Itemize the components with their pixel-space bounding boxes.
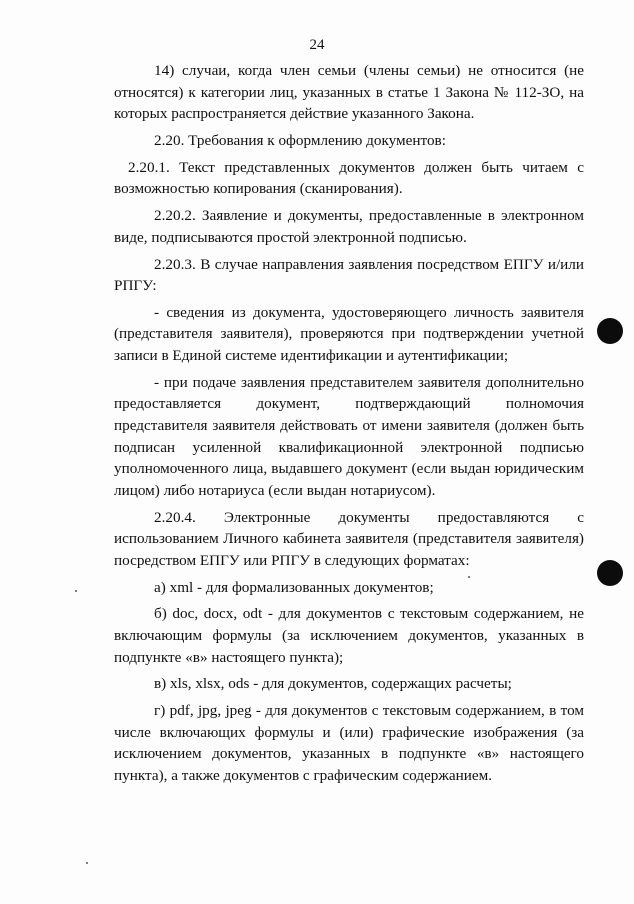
punch-hole-lower — [597, 560, 623, 586]
paragraph-2-20: 2.20. Требования к оформлению документов: — [154, 131, 446, 149]
format-item-v: в) xls, xlsx, ods - для документов, содержащих расчеты; — [154, 675, 512, 693]
paragraph-item-14: 14) случаи, когда член семьи (члены семьи) не относится (не относятся) к категории лиц, указанных в статье 1 Закона № 112-ЗО, на которых распространяется действие указанного Закона. — [114, 62, 584, 123]
paragraph-2-20-3-bullet-1: - сведения из документа, удостоверяющего личность заявителя (представителя заявителя), проверяются при подтверждении учетной записи в Единой системе идентификации и аутентификации; — [114, 303, 584, 365]
scan-speck — [75, 590, 77, 592]
page-number: 24 — [309, 37, 325, 53]
format-item-g: г) pdf, jpg, jpeg - для документов с текстовым содержанием, в том числе включающих формулы и (или) графические изображения (за исключением документов, указанных в подпункте «в» настоящего пункта), а также документов с графическим содержанием. — [114, 702, 584, 784]
paragraph-2-20-2: 2.20.2. Заявление и документы, предоставленные в электронном виде, подписываются простой электронной подписью. — [114, 207, 584, 246]
punch-hole-upper — [597, 318, 623, 344]
paragraph-2-20-1: 2.20.1. Текст представленных документов должен быть читаем с возможностью копирования (сканирования). — [114, 158, 584, 198]
paragraph-2-20-3-bullet-2: - при подаче заявления представителем заявителя дополнительно предоставляется документ, подтверждающий полномочия представителя заявителя действовать от имени заявителя (должен быть подписан усиленной квалификационной электронной подписью уполномоченного лица, выдавшего документ (если выдан юридическим лицом) либо нотариуса (если выдан нотариусом). — [114, 373, 584, 499]
document-body — [114, 60, 584, 792]
format-item-b: б) doc, docx, odt - для документов с текстовым содержанием, не включающим формулы (за исключением документов, указанных в подпункте «в» настоящего пункта); — [114, 605, 584, 666]
paragraph-2-20-4: 2.20.4. Электронные документы предоставляются с использованием Личного кабинета заявителя (представителя заявителя) посредством ЕПГУ или РПГУ в следующих форматах: — [114, 508, 584, 569]
format-item-a: а) xml - для формализованных документов; — [154, 578, 434, 596]
scan-speck — [468, 576, 470, 578]
paragraph-2-20-3: 2.20.3. В случае направления заявления посредством ЕПГУ и/или РПГУ: — [114, 255, 584, 295]
scan-speck — [86, 862, 88, 864]
